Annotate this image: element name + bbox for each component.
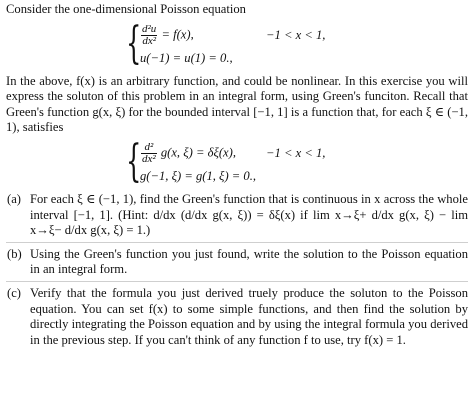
item-text: For each ξ ∈ (−1, 1), find the Green's function that is continuous in x across the whole interval [−1, 1]. (Hint: d/dx (d/dx g(x, ξ)) = δξ(x) if lim x→ξ+ d/dx g(x, ξ) − lim x→ξ− d/dx g(x, ξ) = 1.) — [30, 191, 468, 238]
exercise-item-a — [6, 192, 468, 239]
document-page — [6, 2, 468, 351]
item-mark: (a) — [7, 191, 21, 206]
exercise-item-b — [6, 247, 468, 278]
exercise-items — [6, 192, 468, 348]
left-brace: { — [126, 135, 142, 187]
poisson-equation-system — [126, 17, 468, 69]
item-mark: (c) — [7, 285, 21, 300]
greens-equation-system — [126, 135, 468, 187]
greens-equation-line — [140, 142, 236, 165]
poisson-boundary-condition: u(−1) = u(1) = 0., — [140, 50, 233, 65]
exercise-item-c — [6, 286, 468, 348]
poisson-domain-condition: −1 < x < 1, — [266, 27, 326, 42]
poisson-rhs: = f(x), — [161, 26, 194, 41]
greens-rhs: g(x, ξ) = δξ(x), — [160, 145, 236, 160]
second-derivative-fraction: $\frac{\text{d²u}}{\text{dx²}}$ — [142, 22, 157, 47]
left-brace: { — [126, 17, 142, 69]
greens-function-paragraph: In the above, f(x) is an arbitrary function, and could be nonlinear. In this exercise you will express the soluton of this problem in an integral form, using Green's funciton. Recall that Green's function g(x, ξ) for the bounded interval [−1, 1] is a function that, for each ξ ∈ (−1, 1), satisfies — [6, 73, 468, 135]
intro-text: Consider the one-dimensional Poisson equation — [6, 2, 246, 16]
second-derivative-operator: $\frac{\text{d²}}{\text{dx²}}$ — [142, 140, 156, 165]
greens-boundary-condition: g(−1, ξ) = g(1, ξ) = 0., — [140, 168, 257, 183]
item-divider — [6, 281, 468, 282]
item-text: Using the Green's function you just found, write the solution to the Poisson equation in an integral form. — [30, 246, 468, 277]
greens-domain-condition: −1 < x < 1, — [266, 145, 326, 160]
item-divider — [6, 242, 468, 243]
item-mark: (b) — [7, 246, 22, 261]
item-text: Verify that the formula you just derived truely produce the soluton to the Poisson equation. You can set f(x) to some simple functions, and then find the solution by directly integrating the Poisson equation and by using the integral formula you derived in the previous step. If you can't think of any function f to use, try f(x) = 1. — [30, 285, 468, 347]
poisson-equation-line — [140, 24, 194, 47]
